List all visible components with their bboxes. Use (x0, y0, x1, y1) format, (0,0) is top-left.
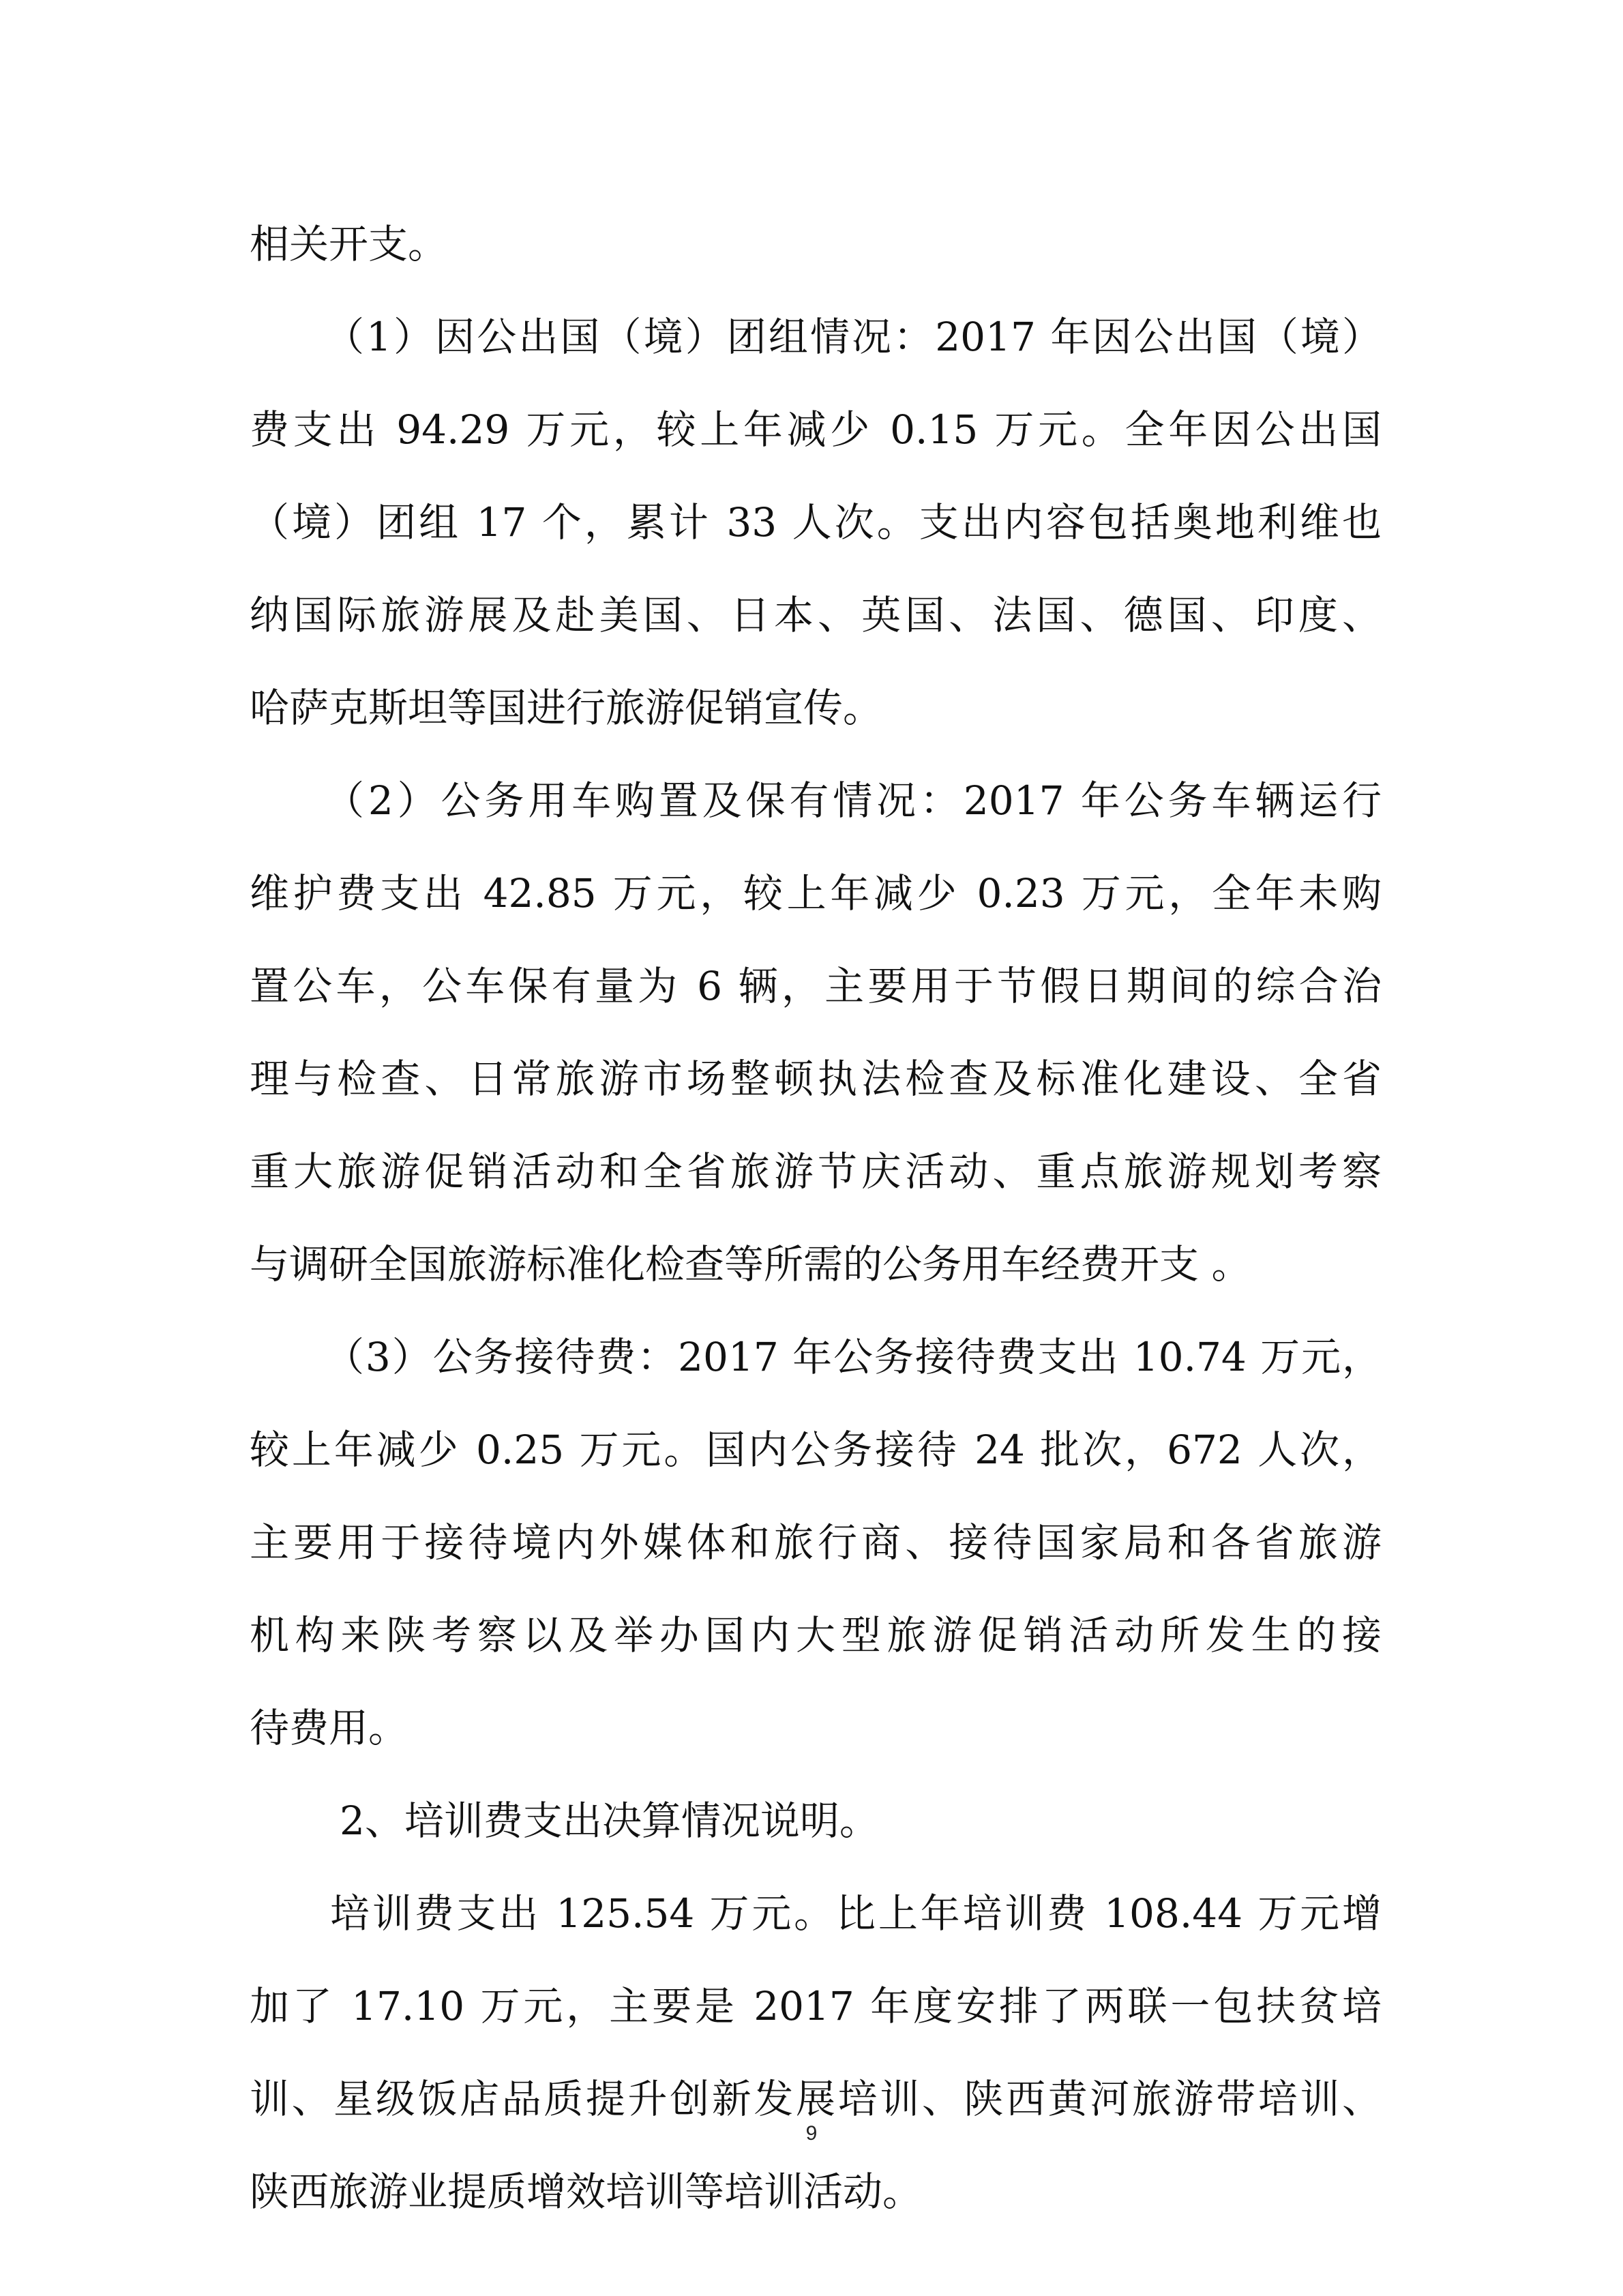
text-line: （3）公务接待费：2017 年公务接待费支出 10.74 万元， (325, 1334, 1382, 1380)
text-line: 纳国际旅游展及赴美国、日本、英国、法国、德国、印度、 (250, 592, 1382, 638)
text-line: 主要用于接待境内外媒体和旅行商、接待国家局和各省旅游 (250, 1519, 1382, 1566)
text-line: 相关开支。 (250, 221, 448, 267)
page-number: 9 (805, 2122, 818, 2145)
text-line: 培训费支出 125.54 万元。比上年培训费 108.44 万元增 (330, 1890, 1382, 1937)
text-line: 重大旅游促销活动和全省旅游节庆活动、重点旅游规划考察 (250, 1148, 1382, 1195)
section-heading: 2、培训费支出决算情况说明。 (340, 1798, 879, 1844)
text-line: 机构来陕考察以及举办国内大型旅游促销活动所发生的接 (250, 1612, 1382, 1658)
text-line: 加了 17.10 万元，主要是 2017 年度安排了两联一包扶贫培 (250, 1983, 1382, 2029)
text-line: 待费用。 (250, 1705, 408, 1751)
text-line: （1）因公出国（境）团组情况：2017 年因公出国（境） (325, 314, 1382, 360)
text-line: 训、星级饭店品质提升创新发展培训、陕西黄河旅游带培训、 (250, 2076, 1382, 2122)
text-line: 哈萨克斯坦等国进行旅游促销宣传。 (250, 685, 883, 731)
text-line: 较上年减少 0.25 万元。国内公务接待 24 批次，672 人次， (250, 1427, 1382, 1473)
text-line: 费支出 94.29 万元，较上年减少 0.15 万元。全年因公出国 (250, 406, 1382, 453)
text-line: （境）团组 17 个，累计 33 人次。支出内容包括奥地利维也 (250, 499, 1382, 546)
text-line: （2）公务用车购置及保有情况：2017 年公务车辆运行 (325, 777, 1382, 824)
text-line: 与调研全国旅游标准化检查等所需的公务用车经费开支 。 (250, 1241, 1251, 1287)
text-line: 维护费支出 42.85 万元，较上年减少 0.23 万元，全年未购 (250, 870, 1382, 916)
text-line: 理与检查、日常旅游市场整顿执法检查及标准化建设、全省 (250, 1056, 1382, 1102)
document-body (250, 198, 1382, 2238)
text-line: 陕西旅游业提质增效培训等培训活动。 (250, 2168, 923, 2215)
text-line: 置公车，公车保有量为 6 辆，主要用于节假日期间的综合治 (250, 963, 1382, 1009)
